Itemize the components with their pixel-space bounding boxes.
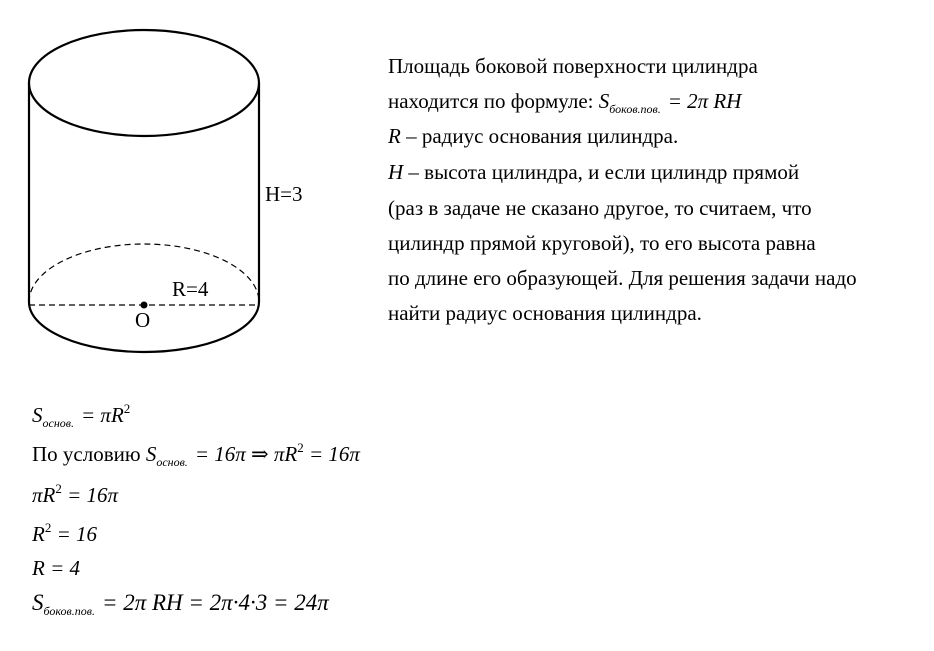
cylinder-top-ellipse bbox=[29, 30, 259, 136]
formula-step-1 bbox=[32, 482, 118, 506]
formula-step-3 bbox=[32, 558, 80, 579]
base-area-exponent: 2 bbox=[123, 401, 131, 416]
lateral-area-subscript: боков.пов. bbox=[609, 102, 661, 116]
text-line-2 bbox=[388, 91, 741, 115]
height-definition: – высота цилиндра, и если цилиндр прямой bbox=[408, 160, 800, 184]
text-line-1: Площадь боковой поверхности цилиндра bbox=[388, 54, 758, 78]
height-label: H=3 bbox=[265, 182, 303, 206]
lateral-area-symbol: S bbox=[598, 89, 610, 113]
step-2-exponent: 2 bbox=[44, 520, 52, 535]
radius-result: R = 4 bbox=[32, 556, 80, 580]
formula-condition bbox=[32, 441, 360, 468]
base-area-expression: = πR bbox=[81, 403, 124, 427]
formula-base-area bbox=[32, 402, 130, 429]
formula-step-2 bbox=[32, 521, 97, 545]
radius-label: R=4 bbox=[172, 277, 209, 301]
final-area-symbol: S bbox=[32, 590, 44, 615]
lateral-area-formula: = 2π RH bbox=[667, 89, 742, 113]
text-line-8: найти радиус основания цилиндра. bbox=[388, 301, 702, 325]
step-2-right: = 16 bbox=[51, 522, 97, 546]
text-line-3 bbox=[388, 126, 678, 147]
radius-definition: – радиус основания цилиндра. bbox=[406, 124, 679, 148]
step-1-right: = 16π bbox=[61, 483, 119, 507]
condition-prefix: По условию bbox=[32, 442, 146, 466]
center-label: O bbox=[135, 308, 151, 332]
formula-final bbox=[32, 591, 329, 617]
base-area-subscript: основ. bbox=[42, 416, 74, 430]
text-line-7: по длине его образующей. Для решения задачи надо bbox=[388, 266, 857, 290]
text-line-5: (раз в задаче не сказано другое, то считаем, что bbox=[388, 196, 812, 220]
base-area-symbol: S bbox=[32, 403, 43, 427]
final-area-subscript: боков.пов. bbox=[43, 604, 95, 618]
condition-expression: = 16π ⇒ πR bbox=[194, 442, 298, 466]
step-1-left: πR bbox=[32, 483, 56, 507]
text-line-6: цилиндр прямой круговой), то его высота равна bbox=[388, 231, 816, 255]
condition-exponent: 2 bbox=[297, 440, 304, 455]
step-2-left: R bbox=[32, 522, 45, 546]
radius-variable: R bbox=[388, 124, 401, 148]
text-line-4 bbox=[388, 162, 799, 183]
condition-subscript: основ. bbox=[156, 455, 188, 469]
height-variable: H bbox=[388, 160, 404, 184]
step-1-exponent: 2 bbox=[55, 481, 62, 496]
condition-symbol: S bbox=[145, 442, 157, 466]
final-area-expression: = 2π RH = 2π·4·3 = 24π bbox=[101, 590, 329, 615]
cylinder-bottom-back-arc bbox=[29, 244, 259, 302]
cylinder-figure bbox=[0, 0, 340, 370]
condition-tail: = 16π bbox=[303, 442, 360, 466]
text-line-2-prefix: находится по формуле: bbox=[388, 89, 599, 113]
